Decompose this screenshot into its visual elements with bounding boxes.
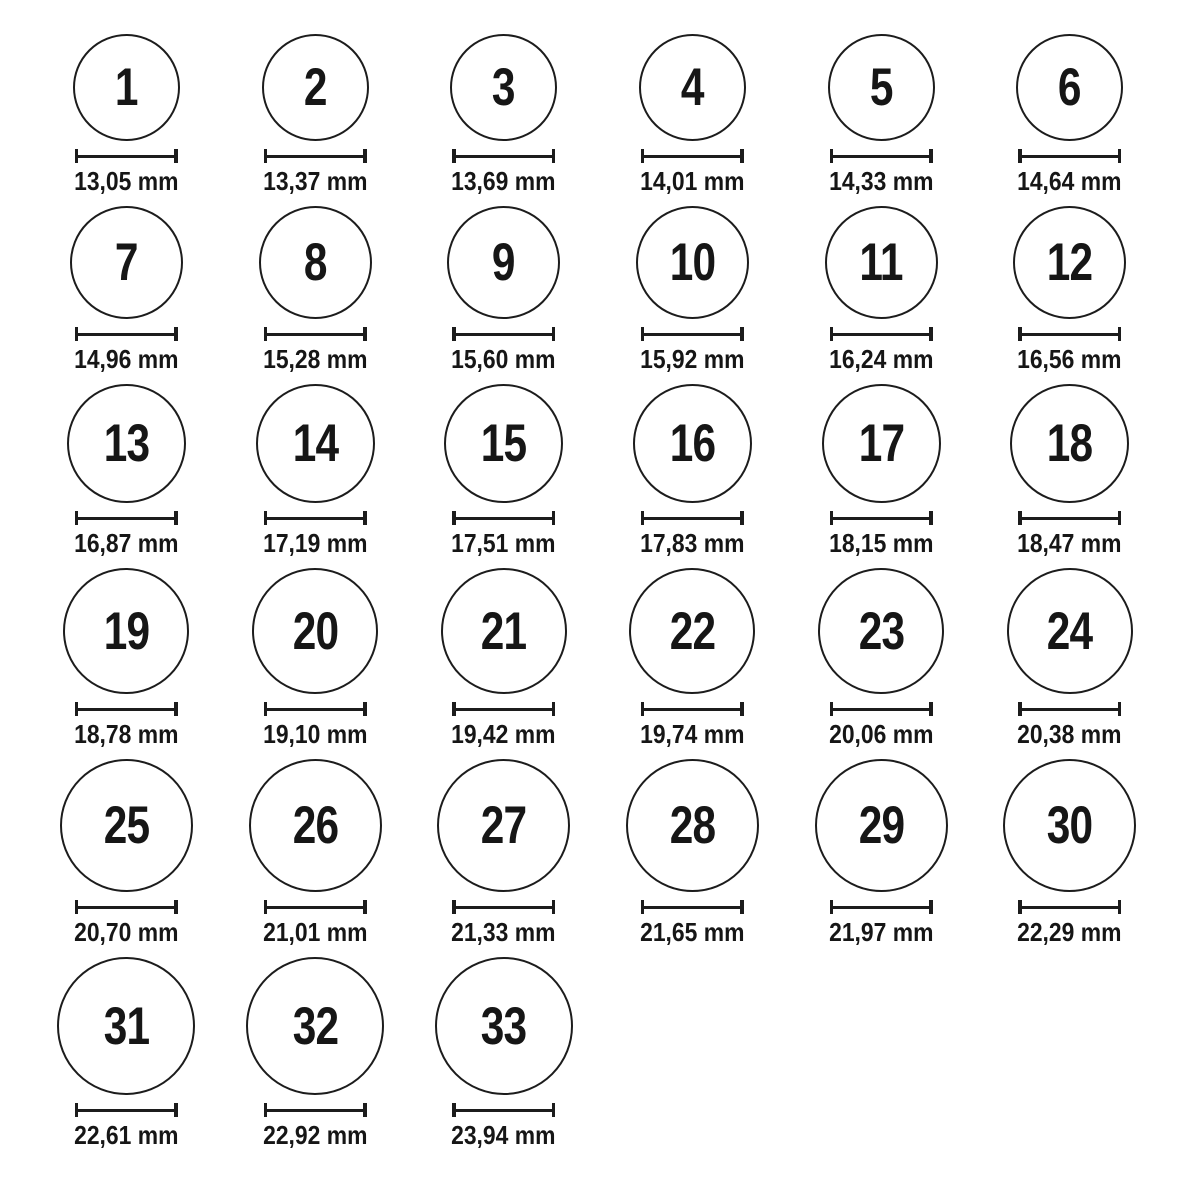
ring-circle — [828, 34, 935, 141]
diameter-label: 22,61 mm — [74, 1120, 179, 1150]
ring-size-item — [787, 34, 976, 194]
diameter-label: 17,51 mm — [451, 528, 556, 558]
ring-size-number: 32 — [292, 996, 338, 1056]
measure-right-tick — [929, 900, 933, 914]
measure-right-tick — [363, 149, 367, 163]
measure-bar — [78, 1109, 174, 1112]
ring-circle — [63, 568, 189, 694]
measure-bar — [644, 906, 740, 909]
diameter-label: 17,83 mm — [640, 528, 745, 558]
measure-bar — [267, 906, 363, 909]
ring-size-item — [598, 34, 787, 194]
ring-size-number: 17 — [858, 414, 904, 473]
ring-size-number: 31 — [103, 996, 150, 1056]
ring-size-item — [787, 568, 976, 747]
measure-right-tick — [740, 511, 744, 525]
ring-circle — [252, 568, 378, 694]
measure-right-tick — [1118, 511, 1122, 525]
ring-size-item — [409, 957, 598, 1148]
diameter-measure-line — [75, 1103, 178, 1117]
measure-right-tick — [552, 327, 556, 341]
ring-size-number: 33 — [480, 996, 527, 1056]
ring-size-number: 2 — [303, 58, 327, 117]
measure-right-tick — [363, 327, 367, 341]
measure-bar — [456, 906, 552, 909]
diameter-label: 21,33 mm — [451, 917, 556, 947]
ring-size-item — [32, 384, 221, 556]
diameter-measure-line — [830, 900, 933, 914]
diameter-label: 18,15 mm — [828, 528, 934, 558]
diameter-label: 20,06 mm — [828, 719, 934, 749]
diameter-label: 19,10 mm — [262, 719, 368, 749]
diameter-label: 14,64 mm — [1017, 166, 1122, 196]
diameter-label: 14,01 mm — [640, 166, 745, 196]
ring-size-item — [32, 759, 221, 945]
ring-size-number: 6 — [1058, 58, 1082, 117]
ring-size-row — [32, 957, 1164, 1148]
diameter-label: 19,42 mm — [451, 719, 556, 749]
measure-bar — [267, 155, 363, 158]
ring-size-item — [598, 384, 787, 556]
empty-cell — [598, 957, 787, 1148]
ring-size-item — [409, 568, 598, 747]
measure-right-tick — [740, 327, 744, 341]
diameter-label: 23,94 mm — [451, 1120, 556, 1150]
measure-right-tick — [929, 702, 933, 716]
measure-right-tick — [740, 149, 744, 163]
diameter-measure-line — [830, 327, 933, 341]
diameter-measure-line — [75, 511, 178, 525]
ring-size-item — [787, 759, 976, 945]
measure-bar — [267, 708, 363, 711]
ring-size-item — [975, 384, 1164, 556]
measure-right-tick — [174, 149, 178, 163]
measure-bar — [1022, 333, 1118, 336]
ring-size-number: 12 — [1046, 233, 1093, 292]
ring-size-number: 25 — [103, 796, 150, 855]
ring-circle — [246, 957, 384, 1095]
diameter-label: 20,38 mm — [1017, 719, 1122, 749]
ring-size-item — [975, 34, 1164, 194]
ring-size-number: 28 — [669, 796, 716, 855]
diameter-measure-line — [1018, 327, 1121, 341]
measure-bar — [78, 155, 174, 158]
ring-size-row — [32, 568, 1164, 747]
measure-bar — [456, 517, 552, 520]
ring-size-item — [787, 384, 976, 556]
ring-size-number: 11 — [859, 233, 903, 292]
measure-bar — [1022, 906, 1118, 909]
diameter-measure-line — [264, 511, 367, 525]
ring-circle — [626, 759, 759, 892]
diameter-measure-line — [830, 149, 933, 163]
measure-right-tick — [174, 702, 178, 716]
ring-circle — [1016, 34, 1123, 141]
measure-bar — [267, 1109, 363, 1112]
measure-bar — [456, 1109, 552, 1112]
ring-size-item — [409, 206, 598, 372]
measure-bar — [1022, 155, 1118, 158]
measure-right-tick — [363, 1103, 367, 1117]
ring-circle — [437, 759, 570, 892]
diameter-label: 15,92 mm — [640, 344, 745, 374]
ring-size-item — [32, 206, 221, 372]
measure-bar — [78, 333, 174, 336]
diameter-label: 14,96 mm — [74, 344, 179, 374]
diameter-measure-line — [830, 702, 933, 716]
measure-right-tick — [174, 900, 178, 914]
measure-bar — [1022, 517, 1118, 520]
ring-circle — [639, 34, 746, 141]
diameter-measure-line — [641, 149, 744, 163]
measure-bar — [644, 708, 740, 711]
ring-circle — [818, 568, 944, 694]
measure-bar — [1022, 708, 1118, 711]
ring-size-number: 18 — [1046, 414, 1093, 473]
ring-size-number: 15 — [480, 414, 527, 473]
measure-right-tick — [174, 327, 178, 341]
diameter-label: 16,56 mm — [1017, 344, 1122, 374]
diameter-measure-line — [75, 702, 178, 716]
measure-bar — [833, 517, 929, 520]
measure-right-tick — [929, 149, 933, 163]
diameter-measure-line — [75, 900, 178, 914]
ring-size-item — [221, 206, 410, 372]
ring-circle — [1007, 568, 1133, 694]
ring-circle — [629, 568, 755, 694]
diameter-label: 17,19 mm — [262, 528, 368, 558]
measure-right-tick — [929, 511, 933, 525]
measure-bar — [78, 906, 174, 909]
ring-size-item — [221, 384, 410, 556]
measure-bar — [644, 155, 740, 158]
diameter-label: 16,87 mm — [74, 528, 179, 558]
measure-bar — [833, 708, 929, 711]
ring-circle — [262, 34, 369, 141]
diameter-label: 13,37 mm — [262, 166, 368, 196]
ring-size-item — [598, 759, 787, 945]
ring-circle — [636, 206, 749, 319]
ring-size-number: 21 — [480, 601, 527, 661]
ring-circle — [444, 384, 563, 503]
diameter-label: 20,70 mm — [74, 917, 179, 947]
measure-bar — [78, 708, 174, 711]
measure-right-tick — [363, 900, 367, 914]
measure-right-tick — [363, 511, 367, 525]
diameter-measure-line — [75, 149, 178, 163]
ring-size-number: 24 — [1046, 601, 1093, 661]
diameter-label: 22,29 mm — [1017, 917, 1122, 947]
ring-size-item — [409, 384, 598, 556]
diameter-measure-line — [264, 702, 367, 716]
ring-size-number: 1 — [114, 58, 138, 117]
diameter-label: 22,92 mm — [262, 1120, 368, 1150]
diameter-label: 15,28 mm — [262, 344, 368, 374]
ring-circle — [441, 568, 567, 694]
measure-right-tick — [552, 702, 556, 716]
ring-circle — [57, 957, 195, 1095]
ring-circle — [1003, 759, 1136, 892]
ring-size-item — [975, 206, 1164, 372]
diameter-label: 19,74 mm — [640, 719, 745, 749]
diameter-label: 18,47 mm — [1017, 528, 1122, 558]
ring-circle — [67, 384, 186, 503]
measure-right-tick — [740, 702, 744, 716]
diameter-measure-line — [1018, 900, 1121, 914]
diameter-measure-line — [1018, 511, 1121, 525]
measure-bar — [267, 333, 363, 336]
ring-circle — [249, 759, 382, 892]
measure-right-tick — [363, 702, 367, 716]
measure-right-tick — [929, 327, 933, 341]
ring-size-number: 4 — [680, 58, 704, 117]
ring-size-number: 9 — [492, 233, 516, 292]
ring-size-number: 5 — [869, 58, 893, 117]
ring-size-number: 29 — [858, 796, 904, 855]
ring-circle — [450, 34, 557, 141]
ring-size-row — [32, 206, 1164, 372]
measure-right-tick — [740, 900, 744, 914]
ring-circle — [633, 384, 752, 503]
measure-right-tick — [1118, 900, 1122, 914]
ring-circle — [822, 384, 941, 503]
ring-size-number: 16 — [669, 414, 716, 473]
diameter-measure-line — [641, 327, 744, 341]
ring-size-number: 23 — [858, 601, 904, 661]
ring-size-item — [221, 957, 410, 1148]
measure-right-tick — [552, 511, 556, 525]
measure-right-tick — [1118, 702, 1122, 716]
diameter-label: 15,60 mm — [451, 344, 556, 374]
diameter-measure-line — [452, 1103, 555, 1117]
measure-bar — [644, 333, 740, 336]
measure-bar — [78, 517, 174, 520]
measure-right-tick — [552, 149, 556, 163]
measure-bar — [833, 906, 929, 909]
measure-right-tick — [174, 1103, 178, 1117]
measure-right-tick — [174, 511, 178, 525]
measure-right-tick — [1118, 327, 1122, 341]
ring-size-row — [32, 34, 1164, 194]
diameter-measure-line — [264, 1103, 367, 1117]
diameter-measure-line — [452, 900, 555, 914]
ring-circle — [447, 206, 560, 319]
ring-size-number: 26 — [292, 796, 338, 855]
ring-circle — [60, 759, 193, 892]
diameter-measure-line — [452, 702, 555, 716]
ring-circle — [70, 206, 183, 319]
diameter-label: 18,78 mm — [74, 719, 179, 749]
diameter-measure-line — [264, 327, 367, 341]
diameter-measure-line — [452, 511, 555, 525]
measure-right-tick — [552, 1103, 556, 1117]
diameter-label: 21,97 mm — [828, 917, 934, 947]
ring-size-item — [598, 206, 787, 372]
diameter-label: 13,69 mm — [451, 166, 556, 196]
ring-size-number: 10 — [669, 233, 716, 292]
diameter-measure-line — [641, 511, 744, 525]
ring-size-row — [32, 384, 1164, 556]
ring-size-item — [787, 206, 976, 372]
ring-size-item — [409, 759, 598, 945]
ring-circle — [1013, 206, 1126, 319]
ring-size-number: 20 — [292, 601, 338, 661]
diameter-measure-line — [264, 149, 367, 163]
ring-size-number: 19 — [103, 601, 150, 661]
diameter-label: 16,24 mm — [828, 344, 934, 374]
ring-circle — [815, 759, 948, 892]
ring-size-item — [221, 759, 410, 945]
diameter-measure-line — [452, 327, 555, 341]
ring-size-item — [32, 568, 221, 747]
ring-size-item — [598, 568, 787, 747]
measure-bar — [456, 708, 552, 711]
ring-circle — [435, 957, 573, 1095]
diameter-measure-line — [641, 900, 744, 914]
measure-bar — [456, 155, 552, 158]
ring-size-number: 30 — [1046, 796, 1093, 855]
ring-size-number: 13 — [103, 414, 150, 473]
ring-size-number: 27 — [480, 796, 527, 855]
diameter-measure-line — [830, 511, 933, 525]
ring-size-item — [221, 568, 410, 747]
diameter-label: 14,33 mm — [828, 166, 934, 196]
ring-size-item — [409, 34, 598, 194]
ring-circle — [825, 206, 938, 319]
ring-size-number: 22 — [669, 601, 716, 661]
measure-bar — [644, 517, 740, 520]
measure-bar — [267, 517, 363, 520]
empty-cell — [787, 957, 976, 1148]
diameter-measure-line — [1018, 149, 1121, 163]
ring-size-item — [32, 957, 221, 1148]
measure-right-tick — [552, 900, 556, 914]
ring-circle — [73, 34, 180, 141]
diameter-measure-line — [75, 327, 178, 341]
ring-circle — [259, 206, 372, 319]
ring-size-number: 14 — [292, 414, 338, 473]
ring-size-item — [32, 34, 221, 194]
ring-size-number: 3 — [492, 58, 516, 117]
diameter-measure-line — [264, 900, 367, 914]
measure-bar — [833, 155, 929, 158]
diameter-measure-line — [641, 702, 744, 716]
ring-circle — [256, 384, 375, 503]
ring-circle — [1010, 384, 1129, 503]
diameter-label: 13,05 mm — [74, 166, 179, 196]
measure-bar — [456, 333, 552, 336]
ring-size-number: 8 — [303, 233, 327, 292]
ring-size-item — [221, 34, 410, 194]
ring-size-item — [975, 568, 1164, 747]
ring-size-item — [975, 759, 1164, 945]
diameter-measure-line — [452, 149, 555, 163]
diameter-measure-line — [1018, 702, 1121, 716]
ring-size-row — [32, 759, 1164, 945]
diameter-label: 21,01 mm — [262, 917, 368, 947]
empty-cell — [975, 957, 1164, 1148]
measure-right-tick — [1118, 149, 1122, 163]
ring-size-number: 7 — [114, 233, 138, 292]
diameter-label: 21,65 mm — [640, 917, 745, 947]
measure-bar — [833, 333, 929, 336]
